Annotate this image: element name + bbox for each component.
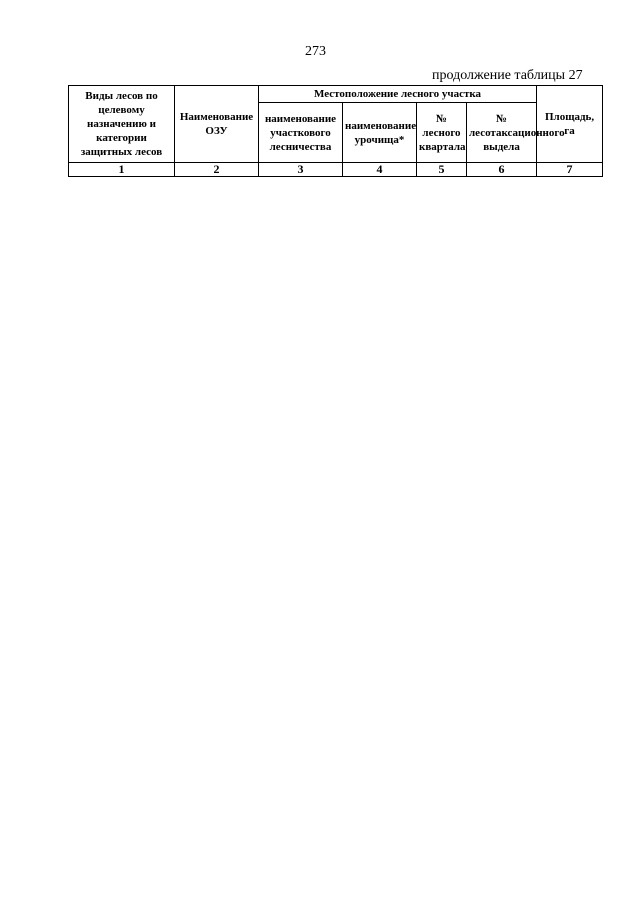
column-number: 2 — [175, 163, 259, 177]
table-continuation-caption: продолжение таблицы 27 — [432, 68, 583, 83]
header-location-group: Местоположение лесного участка — [259, 86, 537, 103]
header-ozu-name: Наименование ОЗУ — [175, 86, 259, 163]
header-subdistrict: наименование участкового лесничества — [259, 103, 343, 163]
header-area: Площадь, га — [537, 86, 603, 163]
column-number: 6 — [467, 163, 537, 177]
column-number: 7 — [537, 163, 603, 177]
header-allotment: № лесотаксационного выдела — [467, 103, 537, 163]
column-number: 4 — [343, 163, 417, 177]
header-quarter: № лесного квартала — [417, 103, 467, 163]
table-header — [69, 86, 603, 177]
page-number: 273 — [305, 44, 326, 59]
column-number: 5 — [417, 163, 467, 177]
column-number: 3 — [259, 163, 343, 177]
forest-areas-table — [68, 85, 603, 177]
column-number: 1 — [69, 163, 175, 177]
header-forest-type: Виды лесов по целевому назначению и категории защитных лесов — [69, 86, 175, 163]
header-tract: наименование урочища* — [343, 103, 417, 163]
